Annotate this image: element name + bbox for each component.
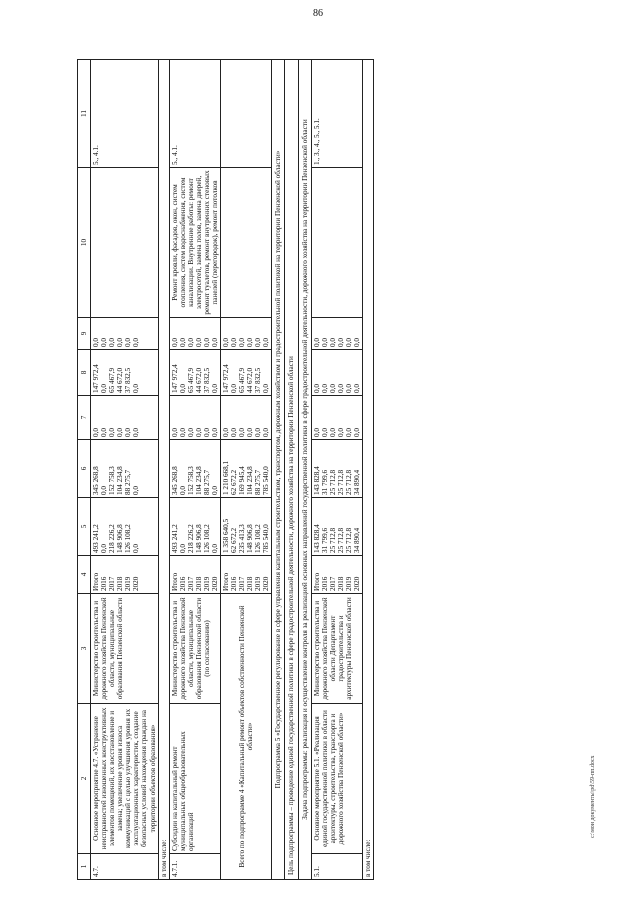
other-sources	[91, 318, 159, 350]
value: 1 358 640,5	[222, 518, 230, 553]
value: 0,0	[132, 544, 141, 553]
value: 0,0	[312, 384, 321, 393]
measure-name: Субсидии на капитальный ремонт муниципальных общеобразовательных организаций	[169, 704, 220, 854]
including-label: в том числе:	[158, 60, 169, 880]
subprogram-title-row	[272, 60, 285, 880]
value: 34 890,4	[352, 527, 361, 553]
value: 218 226,2	[186, 524, 195, 553]
row-number: 5.1.	[311, 854, 362, 880]
value: 0,0	[100, 428, 109, 437]
value: 0,0	[132, 428, 141, 437]
value: 0,0	[238, 428, 247, 437]
value: 0,0	[210, 384, 219, 393]
federal-budget	[221, 396, 272, 440]
value: 25 712,8	[336, 469, 345, 495]
indicator-link: 1., 3., 4., 5., 5.1.	[311, 60, 362, 168]
including-row	[158, 60, 169, 880]
year: Итого	[170, 572, 179, 591]
local-budget	[311, 350, 362, 396]
value: 785 540,0	[262, 524, 271, 553]
value: 0,0	[100, 384, 109, 393]
value: 0,0	[194, 428, 203, 437]
value: 0,0	[352, 338, 361, 347]
subprogram-task: Задача подпрограммы: реализация и осуществление контроля за реализацией основных направлений государственной политики в сфере градостроительной деятельности, дорожного хозяйства на территории Пензенской области	[298, 60, 311, 880]
value: 235 413,3	[238, 524, 247, 553]
year: 2018	[194, 576, 203, 591]
other-sources	[169, 318, 220, 350]
value: 0,0	[92, 338, 101, 347]
other-sources	[311, 318, 362, 350]
total-amounts	[91, 498, 159, 556]
value: 0,0	[178, 486, 187, 495]
value: 0,0	[254, 338, 263, 347]
regional-budget	[91, 440, 159, 498]
table-row	[311, 60, 362, 880]
value: 152 758,3	[108, 466, 117, 495]
years-cell	[91, 556, 159, 594]
year: Итого	[92, 572, 101, 591]
year: 2016	[230, 576, 239, 591]
value: 0,0	[336, 428, 345, 437]
value: 0,0	[344, 338, 353, 347]
value: 0,0	[230, 384, 239, 393]
value: 0,0	[178, 384, 187, 393]
value: 493 241,2	[92, 524, 101, 553]
value: 0,0	[178, 544, 187, 553]
measure-name: Основное мероприятие 5.1. «Реализация единой государственной политики в области архитектуры, строительства, транспорта и дорожного хозяйства Пензенской области»	[311, 704, 362, 854]
col-header: 3	[78, 594, 91, 704]
value: 0,0	[320, 338, 329, 347]
col-header: 6	[78, 440, 91, 498]
value: 0,0	[100, 338, 109, 347]
year: 2017	[238, 576, 247, 591]
value: 147 972,4	[170, 364, 179, 393]
indicator-link	[221, 60, 272, 168]
value: 37 832,5	[202, 367, 211, 393]
row-number: 4.7.1.	[169, 854, 220, 880]
value: 0,0	[210, 486, 219, 495]
including-label: в том числе:	[362, 60, 373, 880]
years-cell	[221, 556, 272, 594]
value: 147 972,4	[222, 364, 230, 393]
value: 31 799,6	[320, 469, 329, 495]
value: 493 241,2	[170, 524, 179, 553]
total-amounts	[169, 498, 220, 556]
subtotal-row	[221, 60, 272, 880]
expected-result: Ремонт кровли, фасадов, окон, систем отопления, систем водоснабжения, систем канализации. Внутренние работы: ремонт электросетей, замена полов, замена дверей, ремонт туалетов, ремонт внутренних стеновых панелей (перегородок), ремонт потолков	[169, 168, 220, 318]
col-header: 4	[78, 556, 91, 594]
value: 0,0	[92, 428, 101, 437]
executor: Министерство строительства и дорожного хозяйства Пензенской области, муниципальные образования Пензенской области	[91, 594, 159, 704]
value: 0,0	[328, 428, 337, 437]
col-header: 7	[78, 396, 91, 440]
value: 0,0	[312, 338, 321, 347]
value: 126 108,2	[202, 524, 211, 553]
value: 785 540,0	[262, 466, 271, 495]
value: 1 210 668,1	[222, 460, 230, 495]
value: 31 799,6	[320, 527, 329, 553]
value: 0,0	[132, 338, 141, 347]
table-row	[169, 60, 220, 880]
value: 65 467,9	[238, 367, 247, 393]
federal-budget	[169, 396, 220, 440]
value: 88 275,7	[254, 469, 263, 495]
year: 2020	[262, 576, 271, 591]
value: 25 712,8	[328, 527, 337, 553]
measure-name: Основное мероприятие 4.7. «Устранение неисправностей изношенных конструктивных элементов помещений, их восстановление и замена; увеличение уровня износа коммуникаций с целью улучшения уровня их эксплуатационных характеристик, создание безопасных условий нахождения граждан на территории объектов образования»	[91, 704, 159, 854]
value: 0,0	[178, 428, 187, 437]
expected-result	[91, 168, 159, 318]
value: 126 108,2	[124, 524, 133, 553]
value: 44 672,0	[246, 367, 255, 393]
subprogram-title: Подпрограмма 5 «Государственное регулирование в сфере управления капитальным строительством, транспортом, дорожным хозяйством и градостроительной политикой на территории Пензенской области»	[272, 60, 285, 880]
executor: Министерство строительства и дорожного хозяйства Пензенской области, муниципальные образования Пензенской области (по согласованию)	[169, 594, 220, 704]
value: 0,0	[116, 428, 125, 437]
year: 2019	[124, 576, 133, 591]
year: 2016	[320, 576, 329, 591]
year: 2020	[210, 576, 219, 591]
value: 0,0	[132, 384, 141, 393]
value: 0,0	[202, 338, 211, 347]
value: 0,0	[328, 384, 337, 393]
federal-budget	[91, 396, 159, 440]
value: 345 268,8	[170, 466, 179, 495]
year: 2020	[352, 576, 361, 591]
program-table	[77, 59, 374, 880]
rotated-table-area	[77, 60, 599, 880]
value: 0,0	[262, 428, 271, 437]
year: Итого	[222, 572, 230, 591]
executor: Министерство строительства и дорожного хозяйства Пензенской области Департамент градостроительства и архитектуры Пензенской области	[311, 594, 362, 704]
value: 44 672,0	[194, 367, 203, 393]
value: 0,0	[238, 338, 247, 347]
value: 65 467,9	[108, 367, 117, 393]
value: 0,0	[124, 428, 133, 437]
value: 0,0	[186, 338, 195, 347]
value: 0,0	[108, 338, 117, 347]
value: 0,0	[194, 338, 203, 347]
col-header: 1	[78, 854, 91, 880]
value: 65 467,9	[186, 367, 195, 393]
total-amounts	[311, 498, 362, 556]
value: 0,0	[262, 338, 271, 347]
year: 2018	[116, 576, 125, 591]
value: 34 890,4	[352, 469, 361, 495]
value: 0,0	[246, 338, 255, 347]
value: 0,0	[230, 428, 239, 437]
value: 0,0	[320, 384, 329, 393]
indicator-link: 5., 4.1.	[169, 60, 220, 168]
value: 126 108,2	[254, 524, 263, 553]
value: 88 275,7	[124, 469, 133, 495]
value: 0,0	[202, 428, 211, 437]
value: 0,0	[344, 384, 353, 393]
column-number-row	[78, 60, 91, 880]
value: 88 275,7	[202, 469, 211, 495]
value: 37 832,5	[124, 367, 133, 393]
value: 0,0	[186, 428, 195, 437]
value: 37 832,5	[254, 367, 263, 393]
col-header: 11	[78, 60, 91, 168]
value: 25 712,8	[328, 469, 337, 495]
local-budget	[169, 350, 220, 396]
year: 2017	[186, 576, 195, 591]
value: 0,0	[336, 384, 345, 393]
year: 2017	[108, 576, 117, 591]
col-header: 2	[78, 704, 91, 854]
page-number: 86	[313, 8, 323, 19]
value: 218 226,2	[108, 524, 117, 553]
year: 2016	[100, 576, 109, 591]
value: 0,0	[124, 338, 133, 347]
value: 104 234,8	[246, 466, 255, 495]
value: 0,0	[336, 338, 345, 347]
value: 0,0	[222, 428, 230, 437]
year: 2019	[344, 576, 353, 591]
year: 2016	[178, 576, 187, 591]
expected-result	[221, 168, 272, 318]
value: 104 234,8	[194, 466, 203, 495]
value: 0,0	[312, 428, 321, 437]
goal-row	[285, 60, 298, 880]
value: 0,0	[132, 486, 141, 495]
year: 2018	[246, 576, 255, 591]
regional-budget	[169, 440, 220, 498]
value: 148 906,8	[194, 524, 203, 553]
value: 143 828,4	[312, 466, 321, 495]
value: 148 906,8	[116, 524, 125, 553]
years-cell	[169, 556, 220, 594]
value: 0,0	[178, 338, 187, 347]
value: 0,0	[246, 428, 255, 437]
value: 25 712,8	[336, 527, 345, 553]
value: 0,0	[210, 338, 219, 347]
table-row	[91, 60, 159, 880]
col-header: 10	[78, 168, 91, 318]
value: 0,0	[254, 428, 263, 437]
year: 2020	[132, 576, 141, 591]
value: 44 672,0	[116, 367, 125, 393]
year: 2019	[254, 576, 263, 591]
value: 104 234,8	[116, 466, 125, 495]
col-header: 9	[78, 318, 91, 350]
value: 0,0	[352, 384, 361, 393]
including-row	[362, 60, 373, 880]
value: 0,0	[116, 338, 125, 347]
expected-result	[311, 168, 362, 318]
value: 0,0	[320, 428, 329, 437]
value: 0,0	[100, 544, 109, 553]
value: 0,0	[210, 544, 219, 553]
total-amounts	[221, 498, 272, 556]
value: 62 672,2	[230, 527, 239, 553]
federal-budget	[311, 396, 362, 440]
year: 2017	[328, 576, 337, 591]
col-header: 8	[78, 350, 91, 396]
value: 0,0	[328, 338, 337, 347]
year: 2019	[202, 576, 211, 591]
value: 0,0	[262, 384, 271, 393]
value: 25 712,8	[344, 527, 353, 553]
local-budget	[221, 350, 272, 396]
local-budget	[91, 350, 159, 396]
regional-budget	[311, 440, 362, 498]
year: 2018	[336, 576, 345, 591]
value: 0,0	[222, 338, 230, 347]
value: 0,0	[170, 428, 179, 437]
subtotal-label: Всего по подпрограмме 4 «Капитальный ремонт объектов собственности Пензенской области»	[221, 594, 272, 880]
value: 0,0	[170, 338, 179, 347]
value: 0,0	[108, 428, 117, 437]
other-sources	[221, 318, 272, 350]
value: 25 712,8	[344, 469, 353, 495]
value: 0,0	[210, 428, 219, 437]
value: 62 672,2	[230, 469, 239, 495]
value: 0,0	[100, 486, 109, 495]
indicator-link: 5., 4.1.	[91, 60, 159, 168]
footer-file-path: c:\мои документы\pd\59-пп.docx	[590, 755, 596, 838]
row-number: 4.7.	[91, 854, 159, 880]
value: 148 906,8	[246, 524, 255, 553]
value: 152 758,3	[186, 466, 195, 495]
year: Итого	[312, 572, 321, 591]
value: 345 268,8	[92, 466, 101, 495]
subprogram-goal: Цель подпрограммы – проведение единой государственной политики в сфере градостроительной деятельности, дорожного хозяйства на территории Пензенской области	[285, 60, 298, 880]
value: 169 945,4	[238, 466, 247, 495]
years-cell	[311, 556, 362, 594]
value: 0,0	[230, 338, 239, 347]
value: 143 828,4	[312, 524, 321, 553]
value: 147 972,4	[92, 364, 101, 393]
value: 0,0	[352, 428, 361, 437]
value: 0,0	[344, 428, 353, 437]
task-row	[298, 60, 311, 880]
col-header: 5	[78, 498, 91, 556]
regional-budget	[221, 440, 272, 498]
